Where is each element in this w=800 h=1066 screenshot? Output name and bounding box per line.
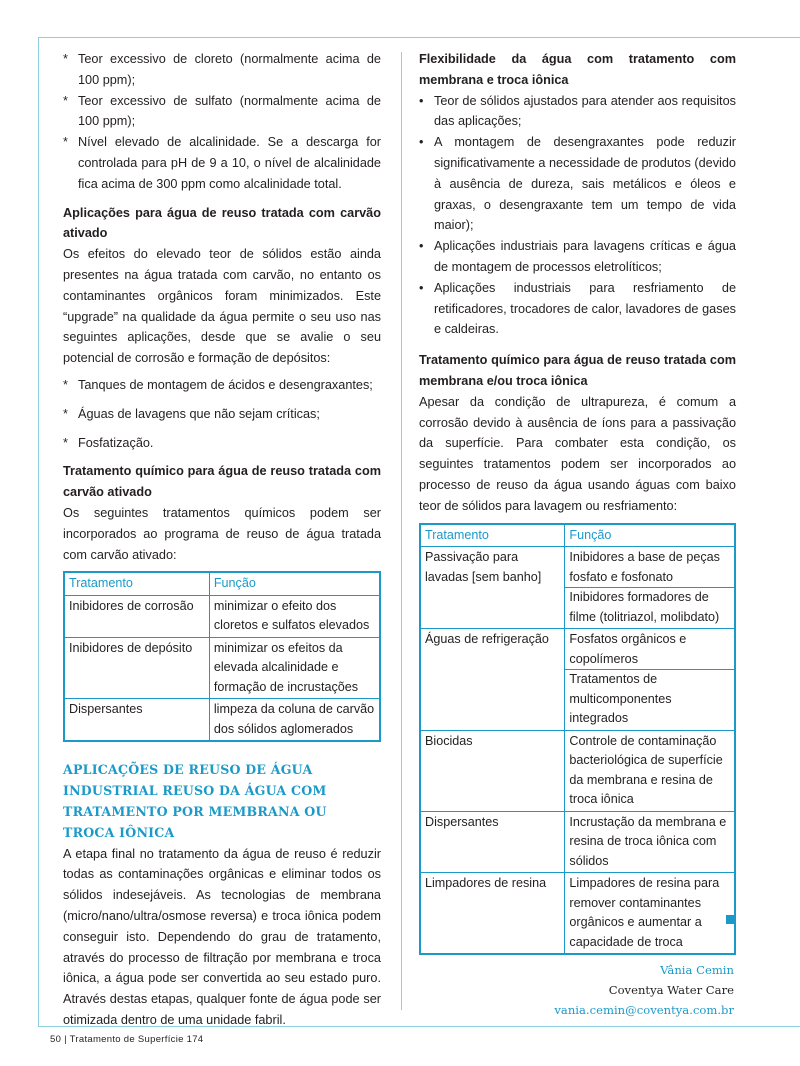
table-header-row xyxy=(420,524,735,547)
table-cell: Inibidores de depósito xyxy=(64,637,209,699)
table-cell xyxy=(565,547,735,629)
membrane-treatment-table xyxy=(419,523,736,956)
heading-carbon-treatment: Tratamento químico para água de reuso tratada com carvão ativado xyxy=(63,464,381,500)
table-row xyxy=(420,730,735,811)
table-row xyxy=(64,595,380,637)
heading-membrane-treatment: Tratamento químico para água de reuso tratada com membrana e/ou troca iônica xyxy=(419,353,736,388)
left-star-list xyxy=(63,375,381,453)
table-cell: Águas de refrigeração xyxy=(420,629,565,731)
end-of-article-square-icon xyxy=(726,915,735,924)
list-item: * Fosfatização. xyxy=(63,435,154,450)
table-cell: Dispersantes xyxy=(69,702,143,717)
carbon-treatment-table xyxy=(63,571,381,742)
table-cell: limpeza da coluna de carvão dos sólidos aglomerados xyxy=(209,699,380,742)
column-divider xyxy=(401,52,402,1010)
left-top-bullets xyxy=(63,49,381,195)
paragraph: Os seguintes tratamentos químicos podem ser incorporados ao programa de reuso de água tratada com carvão ativado: xyxy=(63,505,381,562)
table-cell xyxy=(565,629,735,731)
section-title: APLICAÇÕES DE REUSO DE ÁGUA INDUSTRIAL REUSO DA ÁGUA COM TRATAMENTO POR MEMBRANA OU TROCA IÔNICA xyxy=(63,762,327,840)
list-item: * Tanques de montagem de ácidos e desengraxantes; xyxy=(63,377,373,392)
table-cell: minimizar o efeito dos cloretos e sulfatos elevados xyxy=(209,595,380,637)
column-header: Função xyxy=(209,572,380,595)
table-cell: Inibidores de corrosão xyxy=(64,595,209,637)
paragraph: Apesar da condição de ultrapureza, é comum a corrosão devido à ausência de íons para a passivação da superfície. Para combater esta condição, os seguintes tratamentos podem ser incorporados ao processo de reuso da água usando águas com baixo teor de sólidos para lavagem ou resfriamento: xyxy=(419,394,736,513)
list-item: * Nível elevado de alcalinidade. Se a descarga for controlada para pH de 9 a 10, o nível de alcalinidade fica acima de 300 ppm como alcalinidade total. xyxy=(63,135,381,191)
table-row xyxy=(420,547,735,629)
author-signature xyxy=(554,960,734,1020)
list-item: * Teor excessivo de cloreto (normalmente acima de 100 ppm); xyxy=(63,52,381,87)
function-entry: Inibidores a base de peças fosfato e fosfonato xyxy=(569,550,720,584)
heading-carbon-applications: Aplicações para água de reuso tratada com carvão ativado xyxy=(63,205,381,241)
function-entry: Inibidores formadores de filme (tolitriazol, molibdato) xyxy=(565,587,734,627)
table-row xyxy=(64,637,380,699)
left-column xyxy=(63,49,381,1031)
paragraph: Os efeitos do elevado teor de sólidos estão ainda presentes na água tratada com carvão, no entanto os contaminantes orgânicos foram minimizados. Este “upgrade” na qualidade da água permite o seu uso nas seguintes aplicações, desde que se avalie o seu potencial de corrosão e formação de depósitos: xyxy=(63,247,381,366)
function-entry: Tratamentos de multicomponentes integrados xyxy=(565,669,734,729)
list-item: • A montagem de desengraxantes pode reduzir significativamente a necessidade de produtos (devido à ausência de dureza, sais metálicos e óleos e graxas, o desengraxante tem um tempo de vida maior); xyxy=(419,135,736,233)
table-row xyxy=(420,811,735,873)
column-header: Tratamento xyxy=(420,524,565,547)
table-row xyxy=(420,873,735,955)
table-header-row xyxy=(64,572,380,595)
right-bullets xyxy=(419,91,736,341)
list-item: • Aplicações industriais para resfriamento de retificadores, trocadores de calor, lavadores de gases e caldeiras. xyxy=(419,280,736,337)
list-item: * Águas de lavagens que não sejam críticas; xyxy=(63,406,320,421)
page-footer: 50 | Tratamento de Superfície 174 xyxy=(50,1034,204,1045)
table-cell: Passivação para lavadas [sem banho] xyxy=(420,547,565,629)
author-company: Coventya Water Care xyxy=(608,983,734,997)
right-column xyxy=(419,49,736,955)
table-cell: minimizar os efeitos da elevada alcalinidade e formação de incrustações xyxy=(209,637,380,699)
table-cell: Dispersantes xyxy=(420,811,565,873)
author-name: Vânia Cemin xyxy=(660,963,734,977)
column-header: Tratamento xyxy=(64,572,209,595)
table-cell: Limpadores de resina xyxy=(425,876,547,891)
table-cell: Controle de contaminação bacteriológica de superfície da membrana e resina de troca iônica xyxy=(565,730,735,811)
table-row xyxy=(420,629,735,731)
table-cell: Incrustação da membrana e resina de troca iônica com sólidos xyxy=(565,811,735,873)
table-cell: Limpadores de resina para remover contaminantes orgânicos e aumentar a capacidade de troca xyxy=(565,873,735,955)
table-cell: Biocidas xyxy=(420,730,565,811)
list-item: * Teor excessivo de sulfato (normalmente acima de 100 ppm); xyxy=(63,93,381,129)
column-header: Função xyxy=(565,524,735,547)
heading-membrane-flexibility: Flexibilidade da água com tratamento com membrana e troca iônica xyxy=(419,52,736,87)
author-email[interactable]: vania.cemin@coventya.com.br xyxy=(554,1003,734,1017)
table-row xyxy=(64,699,380,742)
list-item: • Aplicações industriais para lavagens críticas e água de montagem de processos eletrolíticos; xyxy=(419,239,736,274)
list-item: • Teor de sólidos ajustados para atender aos requisitos das aplicações; xyxy=(419,93,736,129)
function-entry: Fosfatos orgânicos e copolímeros xyxy=(569,632,687,666)
paragraph: A etapa final no tratamento da água de reuso é reduzir todas as contaminações orgânicas e eliminar todos os sólidos indesejáveis. As tecnologias de membrana (micro/nano/ultra/osmose reversa) e troca iônica podem conseguir isto. Dependendo do grau de tratamento, através do processo de filtração por membrana e troca iônica, a água pode ser convertida ao seu estado puro. Através destas etapas, qualquer fonte de água pode ser otimizada dentro de uma unidade fabril. xyxy=(63,846,381,1027)
